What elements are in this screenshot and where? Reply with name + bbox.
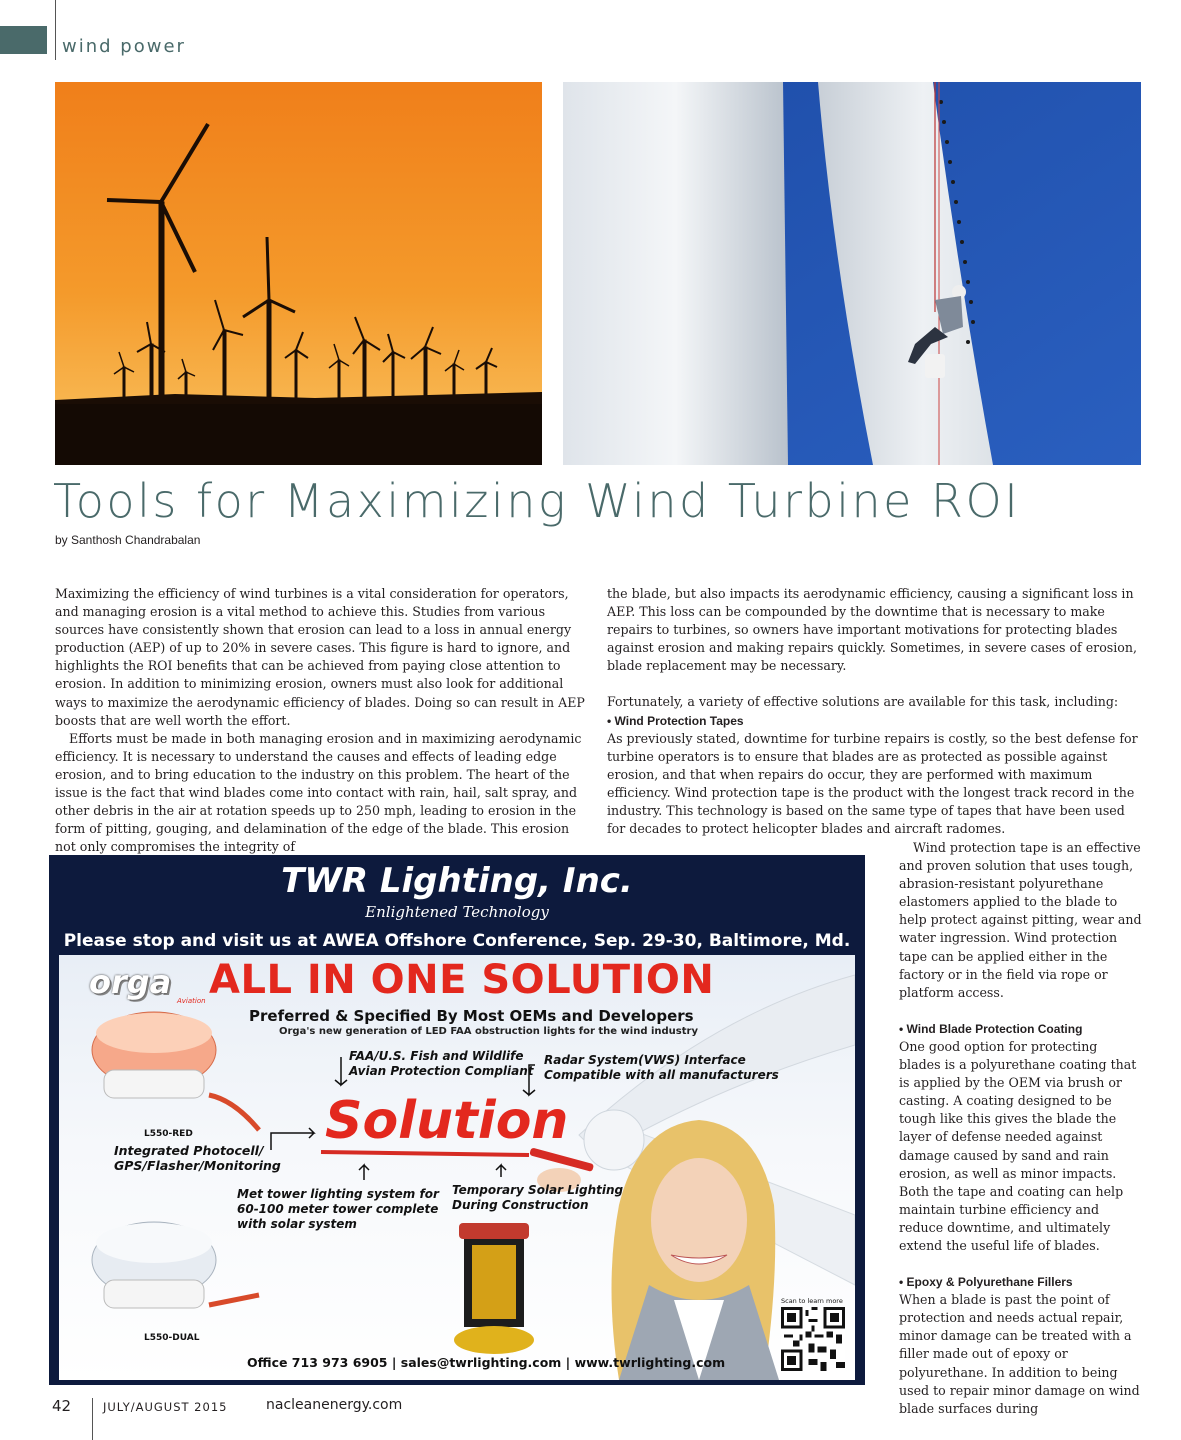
text-column-3 xyxy=(899,839,1142,1418)
ad-preferred: Preferred & Specified By Most OEMs and Developers xyxy=(249,1007,694,1025)
paragraph: Maximizing the efficiency of wind turbines is a vital consideration for operators, and managing erosion is a vital method to achieve this. Studies from various sources have consistently shown that erosion can lead to a loss in annual energy production (AEP) of up to 20% in severe cases. This figure is hard to ignore, and highlights the ROI benefits that can be achieved from paying close attention to erosion. In addition to minimizing erosion, owners must also look for additional ways to maximize the aerodynamic efficiency of blades. Doing so can result in AEP boosts that are well worth the effort. xyxy=(55,586,585,728)
callout-line: with solar system xyxy=(237,1217,357,1231)
callout-line: Met tower lighting system for xyxy=(237,1187,439,1201)
article-title: Tools for Maximizing Wind Turbine ROI xyxy=(53,474,1021,528)
ad-callout-radar xyxy=(544,1053,779,1083)
ad-solution-word: Solution xyxy=(325,1091,569,1151)
callout-line: Compatible with all manufacturers xyxy=(544,1068,779,1082)
ad-callout-fish-wildlife xyxy=(349,1049,534,1079)
paragraph: Fortunately, a variety of effective solutions are available for this task, including: xyxy=(607,694,1119,710)
paragraph: As previously stated, downtime for turbine repairs is costly, so the best defense for turbine operators is to ensure that blades are as protected as possible against erosion, and that when repairs do occur, they are performed with maximum efficiency. Wind protection tape is the product with the longest track record in the industry. This technology is based on the same type of tapes that have been used for decades to protect helicopter blades and aircraft radomes. xyxy=(607,730,1138,837)
ad-tagline: Enlightened Technology xyxy=(365,903,549,921)
orga-logo: orga xyxy=(89,963,172,1001)
subheading-wind-protection-tapes: • Wind Protection Tapes xyxy=(607,713,744,728)
callout-line: Radar System(VWS) Interface xyxy=(544,1053,746,1067)
qr-label: Scan to learn more xyxy=(781,1297,843,1305)
ad-panel xyxy=(59,955,855,1380)
callout-line: Integrated Photocell/ xyxy=(114,1143,264,1158)
ad-callout-photocell xyxy=(114,1143,281,1173)
ad-callout-met-tower xyxy=(237,1187,439,1232)
issue-date: JULY/AUGUST 2015 xyxy=(103,1400,228,1414)
callout-line: Avian Protection Compliant xyxy=(349,1064,534,1078)
product-label-l550-dual: L550-DUAL xyxy=(144,1333,200,1343)
paragraph: When a blade is past the point of protection and needs actual repair, minor damage can be treated with a filler made out of epoxy or polyurethane. In addition to being used to repair minor damage on wind blade surfaces during xyxy=(899,1292,1140,1416)
callout-line: FAA/U.S. Fish and Wildlife xyxy=(349,1049,524,1063)
paragraph: the blade, but also impacts its aerodynamic efficiency, causing a significant loss in AEP. This loss can be compounded by the downtime that is necessary to make repairs to turbines, so owners have important motivations for protecting blades against erosion and making repairs quickly. Sometimes, in severe cases of erosion, blade replacement may be necessary. xyxy=(607,586,1137,674)
paragraph: Wind protection tape is an effective and proven solution that uses tough, abrasion-resistant polyurethane elastomers applied to the blade to help protect against pitting, wear and water ingression. Wind protection tape can be applied either in the factory or in the field via rope or platform access. xyxy=(899,840,1142,1000)
ad-headline: ALL IN ONE SOLUTION xyxy=(209,957,715,1003)
ad-callout-solar xyxy=(452,1183,623,1213)
section-label: wind power xyxy=(62,36,186,57)
text-column-2 xyxy=(607,585,1142,838)
callout-line: GPS/Flasher/Monitoring xyxy=(114,1158,281,1173)
section-color-block xyxy=(0,26,47,54)
paragraph: One good option for protecting blades is a polyurethane coating that is applied by the OEM via brush or casting. A coating designed to be tough like this gives the blade the layer of defense needed against damage caused by sand and rain erosion, as well as minor impacts. Both the tape and coating can help maintain turbine efficiency and reduce downtime, and ultimately extend the useful life of blades. xyxy=(899,1038,1137,1253)
orga-logo-sub: Aviation xyxy=(177,997,206,1005)
sunset-turbines-photo xyxy=(55,82,542,465)
callout-line: 60-100 meter tower complete xyxy=(237,1202,439,1216)
page-number: 42 xyxy=(52,1397,72,1415)
ad-preferred-sub: Orga's new generation of LED FAA obstruction lights for the wind industry xyxy=(279,1026,698,1037)
paragraph: Efforts must be made in both managing erosion and in maximizing aerodynamic efficiency. It is necessary to understand the causes and effects of leading edge erosion, and to bring education to the industry on this problem. The heart of the issue is the fact that wind blades come into contact with rain, hail, salt spray, and other debris in the air at rotation speeds up to 250 mph, leading to erosion in the form of pitting, gouging, and delamination of the edge of the blade. This erosion not only compromises the integrity of xyxy=(55,730,582,855)
footer-rule xyxy=(92,1398,93,1440)
text-column-1 xyxy=(55,585,585,856)
twr-lighting-advertisement[interactable] xyxy=(49,855,865,1385)
blade-technician-photo xyxy=(563,82,1141,465)
subheading-epoxy-fillers: • Epoxy & Polyurethane Fillers xyxy=(899,1275,1073,1290)
site-url[interactable]: nacleanenergy.com xyxy=(266,1397,403,1413)
byline: by Santhosh Chandrabalan xyxy=(55,533,201,547)
callout-line: Temporary Solar Lighting xyxy=(452,1183,624,1197)
header-rule xyxy=(55,0,56,60)
qr-code-icon[interactable] xyxy=(781,1307,845,1371)
subheading-blade-protection-coating: • Wind Blade Protection Coating xyxy=(899,1021,1083,1036)
ad-conference-invite: Please stop and visit us at AWEA Offshore Conference, Sep. 29-30, Baltimore, Md. xyxy=(63,931,851,951)
ad-contact-line[interactable]: Office 713 973 6905 | sales@twrlighting.com | www.twrlighting.com xyxy=(247,1355,726,1370)
product-label-l550-red: L550-RED xyxy=(144,1129,193,1139)
ad-company-name: TWR Lighting, Inc. xyxy=(281,861,633,901)
callout-line: During Construction xyxy=(452,1198,589,1212)
